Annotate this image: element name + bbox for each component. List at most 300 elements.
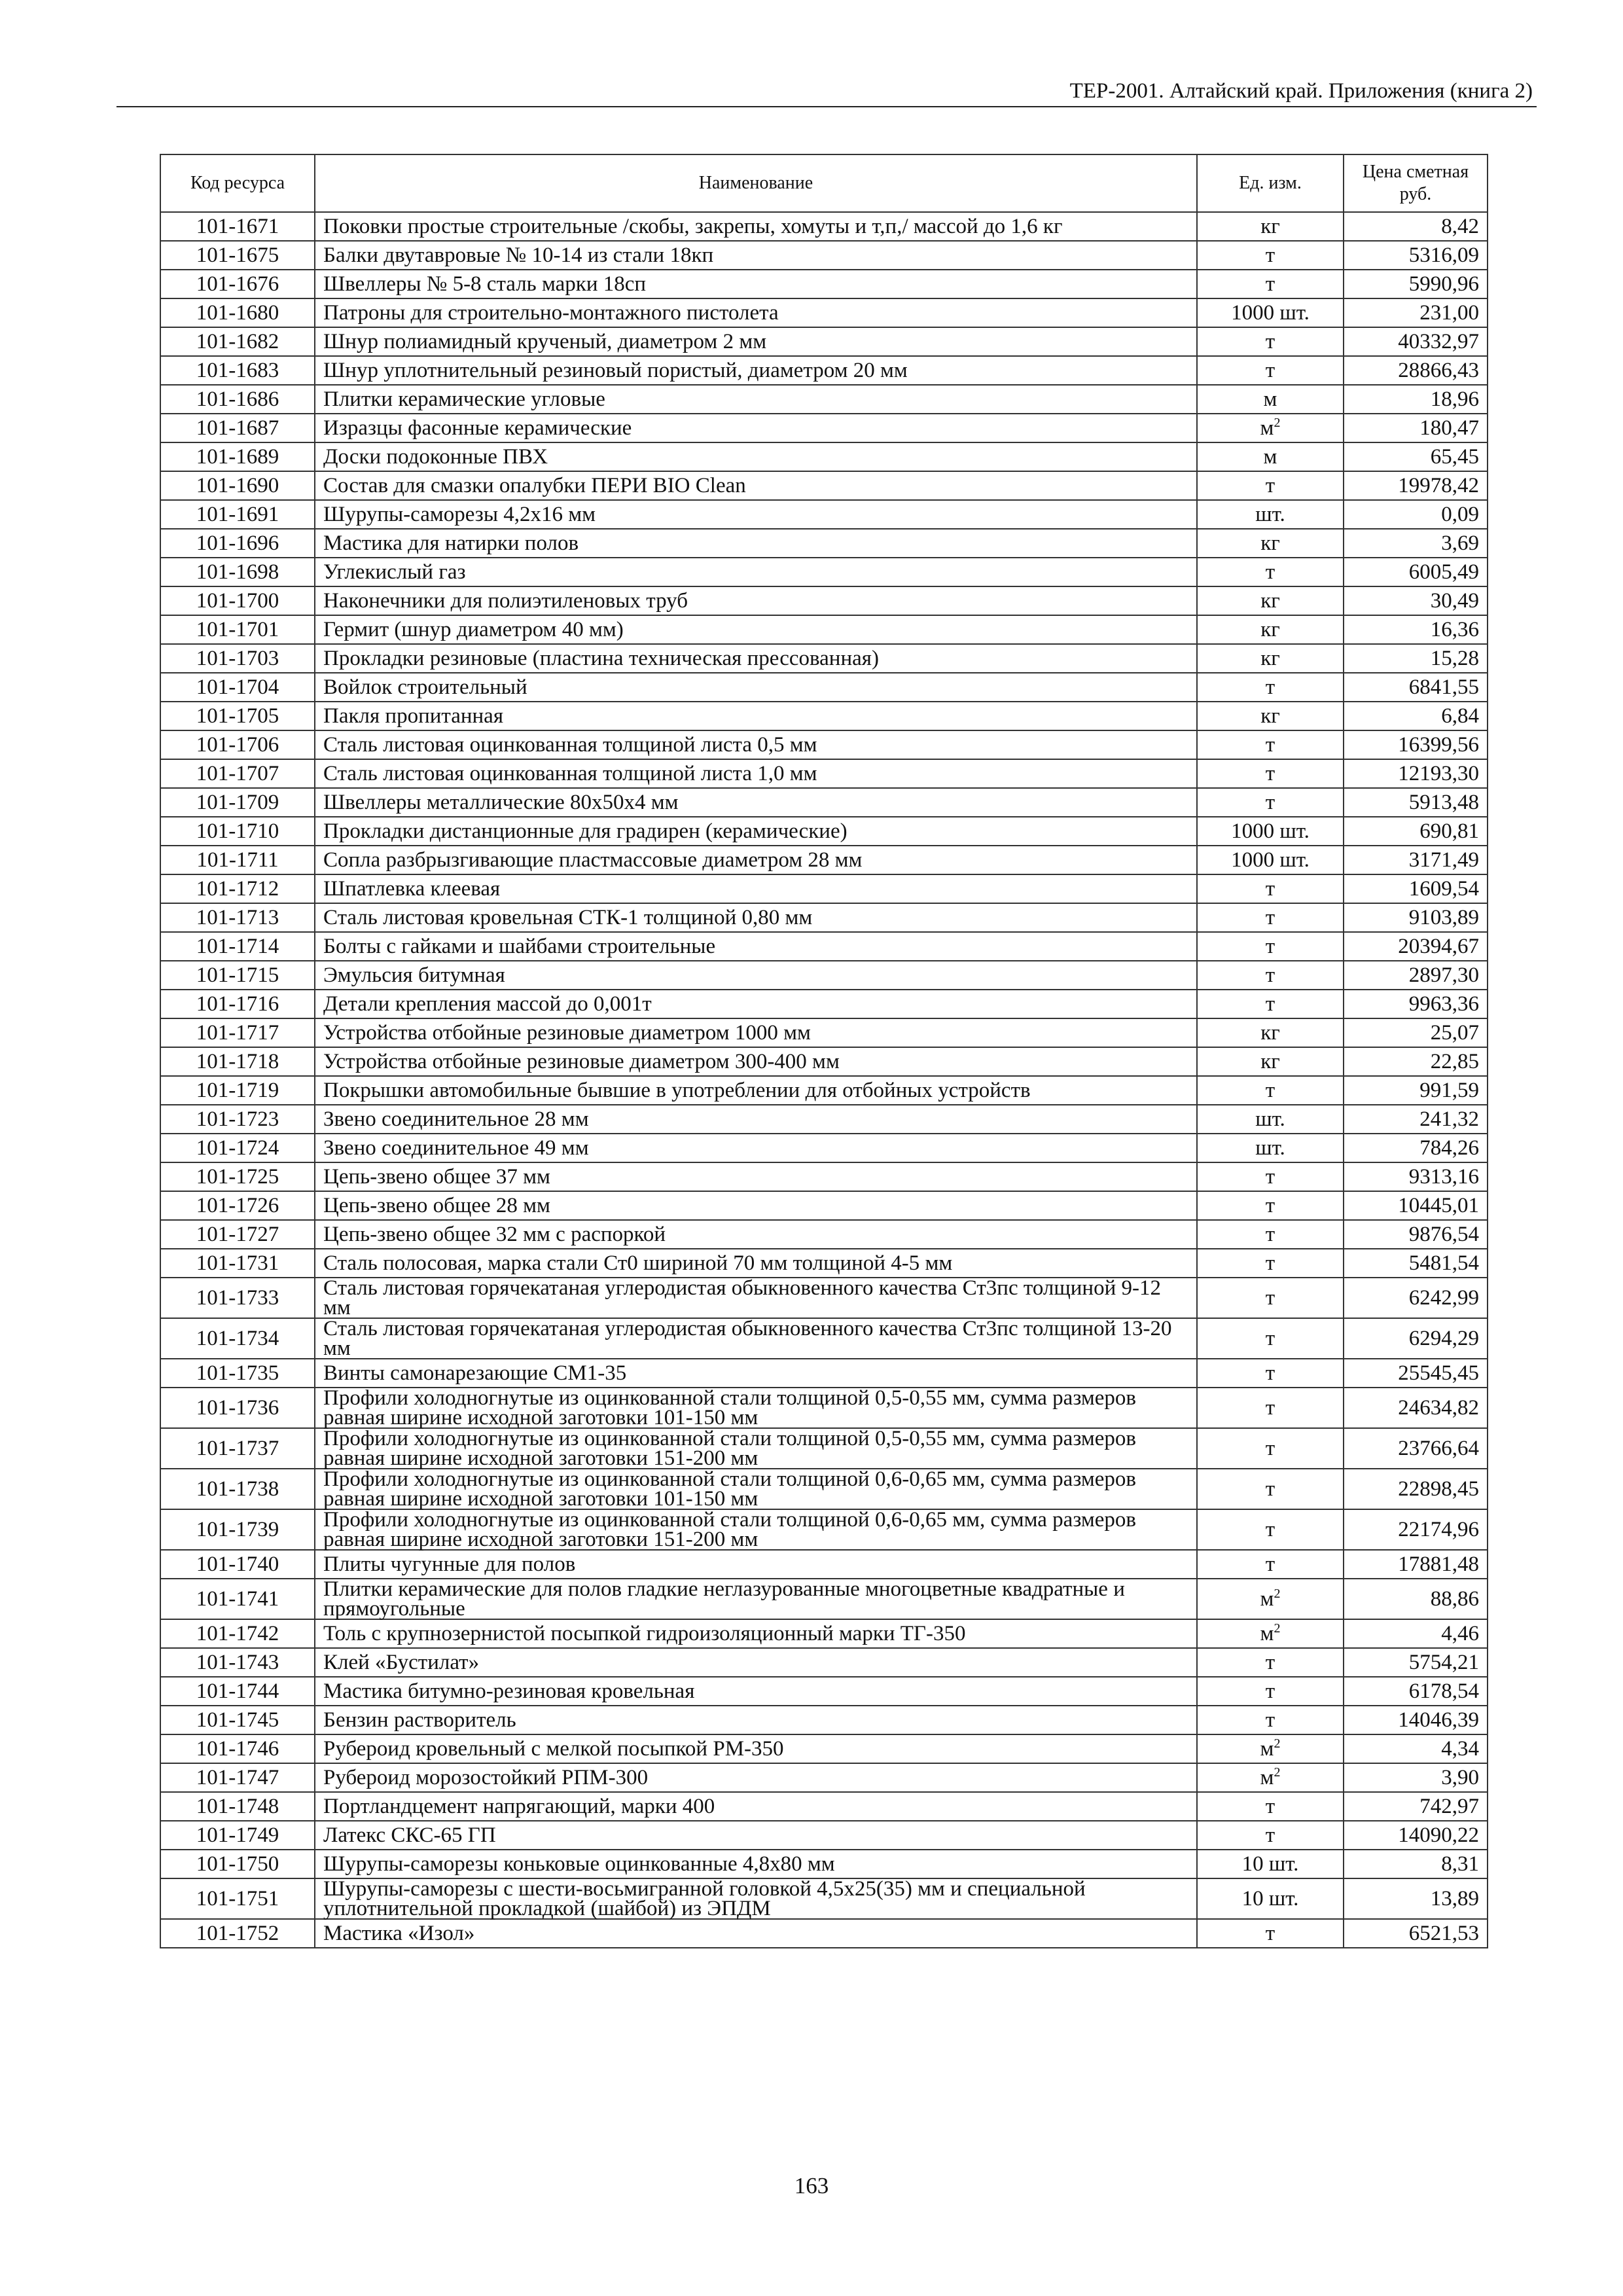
resource-code-text: 101-1740 <box>196 1552 279 1576</box>
resource-code-cell <box>160 1191 315 1220</box>
price-text: 0,09 <box>1441 503 1479 526</box>
table-row <box>160 673 1488 702</box>
price-text: 23766,64 <box>1398 1437 1479 1460</box>
price-cell <box>1344 730 1488 759</box>
price-cell <box>1344 759 1488 788</box>
resource-code-cell <box>160 442 315 471</box>
resource-name-cell <box>315 1249 1197 1278</box>
unit-cell <box>1197 874 1344 903</box>
unit-text: кг <box>1260 618 1280 641</box>
resource-code-text: 101-1691 <box>196 503 279 526</box>
price-cell <box>1344 1763 1488 1792</box>
table-row <box>160 874 1488 903</box>
unit-cell <box>1197 327 1344 356</box>
unit-text: м <box>1260 1587 1274 1611</box>
table-row <box>160 730 1488 759</box>
resource-code-cell <box>160 1318 315 1359</box>
table-row <box>160 1677 1488 1706</box>
price-cell <box>1344 529 1488 558</box>
table-row <box>160 1648 1488 1677</box>
unit-cell <box>1197 500 1344 529</box>
price-text: 5754,21 <box>1408 1651 1479 1674</box>
price-cell <box>1344 385 1488 414</box>
price-text: 5913,48 <box>1408 791 1479 814</box>
resource-name-text: Профили холодногнутые из оцинкованной стали толщиной 0,5-0,55 мм, сумма размеров равная ширине исходной заготовки 151-200 мм <box>323 1427 1137 1470</box>
unit-text: т <box>1265 675 1275 699</box>
resource-name-text: Звено соединительное 49 мм <box>323 1136 589 1160</box>
resource-name-cell <box>315 1388 1197 1428</box>
resource-name-cell <box>315 730 1197 759</box>
price-cell <box>1344 1388 1488 1428</box>
resource-code-text: 101-1690 <box>196 474 279 497</box>
unit-text: т <box>1265 272 1275 296</box>
price-cell <box>1344 1278 1488 1318</box>
price-cell <box>1344 1359 1488 1388</box>
column-header-price: Цена сметная руб. <box>1344 154 1488 212</box>
unit-text: 1000 шт. <box>1231 819 1310 843</box>
unit-cell <box>1197 1734 1344 1763</box>
resource-code-text: 101-1737 <box>196 1437 279 1460</box>
table-row <box>160 644 1488 673</box>
price-text: 5481,54 <box>1408 1251 1479 1275</box>
price-text: 742,97 <box>1419 1795 1479 1818</box>
page-number: 163 <box>794 2173 829 2198</box>
price-text: 24634,82 <box>1398 1396 1479 1420</box>
unit-text: т <box>1265 1079 1275 1102</box>
resource-name-cell <box>315 414 1197 442</box>
unit-text: т <box>1265 1286 1275 1310</box>
resource-code-cell <box>160 1220 315 1249</box>
resource-code-text: 101-1707 <box>196 762 279 785</box>
unit-cell <box>1197 1469 1344 1509</box>
resource-code-cell <box>160 1018 315 1047</box>
price-cell <box>1344 1249 1488 1278</box>
resource-code-text: 101-1680 <box>196 301 279 325</box>
table-row <box>160 1220 1488 1249</box>
resource-code-text: 101-1743 <box>196 1651 279 1674</box>
price-text: 991,59 <box>1419 1079 1479 1102</box>
resource-name-text: Профили холодногнутые из оцинкованной стали толщиной 0,6-0,65 мм, сумма размеров равная ширине исходной заготовки 101-150 мм <box>323 1467 1137 1511</box>
resource-name-cell <box>315 558 1197 586</box>
price-cell <box>1344 961 1488 990</box>
column-header-code: Код ресурса <box>160 154 315 212</box>
price-text: 9963,36 <box>1408 992 1479 1016</box>
price-cell <box>1344 327 1488 356</box>
resource-code-cell <box>160 586 315 615</box>
resource-name-cell <box>315 759 1197 788</box>
price-cell <box>1344 1469 1488 1509</box>
resource-code-text: 101-1675 <box>196 243 279 267</box>
unit-cell <box>1197 212 1344 241</box>
resource-code-text: 101-1747 <box>196 1766 279 1789</box>
price-cell <box>1344 1821 1488 1850</box>
price-text: 25,07 <box>1430 1021 1479 1045</box>
unit-cell <box>1197 644 1344 673</box>
resource-name-cell <box>315 586 1197 615</box>
resource-code-cell <box>160 471 315 500</box>
price-cell <box>1344 298 1488 327</box>
resource-name-cell <box>315 702 1197 730</box>
resource-code-cell <box>160 270 315 298</box>
unit-text: т <box>1265 474 1275 497</box>
resource-code-text: 101-1741 <box>196 1587 279 1611</box>
resource-name-text: Наконечники для полиэтиленовых труб <box>323 589 688 613</box>
unit-cell <box>1197 270 1344 298</box>
resource-code-text: 101-1676 <box>196 272 279 296</box>
resource-code-text: 101-1715 <box>196 963 279 987</box>
price-cell <box>1344 874 1488 903</box>
table-row <box>160 471 1488 500</box>
resource-code-text: 101-1716 <box>196 992 279 1016</box>
resource-code-text: 101-1724 <box>196 1136 279 1160</box>
resource-code-text: 101-1712 <box>196 877 279 901</box>
table-row <box>160 903 1488 932</box>
price-text: 17881,48 <box>1398 1552 1479 1576</box>
resource-code-text: 101-1736 <box>196 1396 279 1420</box>
resource-code-cell <box>160 558 315 586</box>
resource-code-cell <box>160 414 315 442</box>
table-row <box>160 1428 1488 1469</box>
resource-code-cell <box>160 1388 315 1428</box>
unit-text: т <box>1265 1708 1275 1732</box>
price-text: 6178,54 <box>1408 1679 1479 1703</box>
resource-code-cell <box>160 1105 315 1134</box>
resource-name-cell <box>315 615 1197 644</box>
price-cell <box>1344 1919 1488 1948</box>
unit-text: м <box>1260 1622 1274 1645</box>
resource-name-cell <box>315 442 1197 471</box>
table-row <box>160 961 1488 990</box>
price-text: 9313,16 <box>1408 1165 1479 1189</box>
price-cell <box>1344 673 1488 702</box>
unit-cell <box>1197 471 1344 500</box>
resource-name-text: Цепь-звено общее 28 мм <box>323 1194 550 1217</box>
resource-name-cell <box>315 1509 1197 1550</box>
unit-text: шт. <box>1255 1107 1285 1131</box>
price-text: 22,85 <box>1430 1050 1479 1073</box>
price-text: 25545,45 <box>1398 1361 1479 1385</box>
unit-text: т <box>1265 1477 1275 1501</box>
unit-text: м <box>1263 387 1277 411</box>
price-cell <box>1344 586 1488 615</box>
resource-name-text: Рубероид кровельный с мелкой посыпкой РМ-350 <box>323 1737 784 1761</box>
unit-cell <box>1197 759 1344 788</box>
price-cell <box>1344 1191 1488 1220</box>
price-text: 2897,30 <box>1408 963 1479 987</box>
unit-cell <box>1197 1878 1344 1919</box>
unit-text: т <box>1265 1922 1275 1945</box>
table-row <box>160 1792 1488 1821</box>
resource-code-text: 101-1742 <box>196 1622 279 1645</box>
resource-code-cell <box>160 1249 315 1278</box>
table-row <box>160 817 1488 846</box>
table-row <box>160 558 1488 586</box>
resource-code-text: 101-1726 <box>196 1194 279 1217</box>
price-cell <box>1344 788 1488 817</box>
resource-name-text: Бензин растворитель <box>323 1708 516 1732</box>
resource-name-cell <box>315 471 1197 500</box>
resource-code-cell <box>160 1162 315 1191</box>
price-text: 3171,49 <box>1408 848 1479 872</box>
resource-code-text: 101-1749 <box>196 1823 279 1847</box>
price-cell <box>1344 702 1488 730</box>
resource-name-text: Войлок строительный <box>323 675 527 699</box>
price-text: 6242,99 <box>1408 1286 1479 1310</box>
resource-code-text: 101-1748 <box>196 1795 279 1818</box>
table-row <box>160 241 1488 270</box>
table-row <box>160 1359 1488 1388</box>
table-row <box>160 1878 1488 1919</box>
price-cell <box>1344 442 1488 471</box>
resource-code-text: 101-1752 <box>196 1922 279 1945</box>
unit-cell <box>1197 730 1344 759</box>
price-text: 3,69 <box>1441 531 1479 555</box>
resource-name-cell <box>315 788 1197 817</box>
resource-code-cell <box>160 1550 315 1579</box>
resource-name-text: Сталь полосовая, марка стали Ст0 шириной 70 мм толщиной 4-5 мм <box>323 1251 953 1275</box>
resource-code-cell <box>160 730 315 759</box>
unit-cell <box>1197 615 1344 644</box>
price-cell <box>1344 846 1488 874</box>
resource-code-cell <box>160 759 315 788</box>
resource-name-cell <box>315 1677 1197 1706</box>
resource-code-cell <box>160 1919 315 1948</box>
unit-text: т <box>1265 963 1275 987</box>
resource-name-text: Сталь листовая оцинкованная толщиной листа 0,5 мм <box>323 733 817 757</box>
unit-text: т <box>1265 1396 1275 1420</box>
price-text: 16399,56 <box>1398 733 1479 757</box>
price-cell <box>1344 1047 1488 1076</box>
unit-cell <box>1197 1134 1344 1162</box>
resource-name-text: Профили холодногнутые из оцинкованной стали толщиной 0,5-0,55 мм, сумма размеров равная ширине исходной заготовки 101-150 мм <box>323 1386 1137 1429</box>
unit-text: кг <box>1260 1050 1280 1073</box>
resource-name-cell <box>315 1191 1197 1220</box>
resource-code-cell <box>160 1763 315 1792</box>
price-text: 8,31 <box>1441 1852 1479 1876</box>
resource-code-text: 101-1704 <box>196 675 279 699</box>
resource-name-cell <box>315 1105 1197 1134</box>
resource-name-cell <box>315 1706 1197 1734</box>
resource-code-cell <box>160 1134 315 1162</box>
resource-code-text: 101-1687 <box>196 416 279 440</box>
resource-name-text: Сталь листовая кровельная СТК-1 толщиной 0,80 мм <box>323 906 813 929</box>
resource-code-text: 101-1717 <box>196 1021 279 1045</box>
unit-cell <box>1197 788 1344 817</box>
resource-name-cell <box>315 990 1197 1018</box>
resource-name-text: Толь с крупнозернистой посыпкой гидроизоляционный марки ТГ-350 <box>323 1622 966 1645</box>
resource-code-text: 101-1682 <box>196 330 279 353</box>
resource-code-cell <box>160 702 315 730</box>
unit-text: 1000 шт. <box>1231 301 1310 325</box>
resource-name-cell <box>315 356 1197 385</box>
resource-name-cell <box>315 1162 1197 1191</box>
table-row <box>160 1162 1488 1191</box>
unit-text: м <box>1260 416 1274 440</box>
price-cell <box>1344 644 1488 673</box>
resource-code-text: 101-1671 <box>196 215 279 238</box>
unit-cell <box>1197 1850 1344 1878</box>
resource-name-text: Цепь-звено общее 37 мм <box>323 1165 550 1189</box>
price-text: 241,32 <box>1419 1107 1479 1131</box>
resource-name-cell <box>315 1076 1197 1105</box>
unit-cell <box>1197 1105 1344 1134</box>
unit-cell <box>1197 586 1344 615</box>
unit-superscript: 2 <box>1274 1621 1281 1636</box>
unit-text: т <box>1265 935 1275 958</box>
unit-cell <box>1197 1509 1344 1550</box>
resource-name-text: Мастика для натирки полов <box>323 531 579 555</box>
resource-code-text: 101-1725 <box>196 1165 279 1189</box>
table-row <box>160 1047 1488 1076</box>
price-cell <box>1344 270 1488 298</box>
resource-name-text: Патроны для строительно-монтажного пистолета <box>323 301 779 325</box>
unit-cell <box>1197 1619 1344 1648</box>
unit-cell <box>1197 1162 1344 1191</box>
resource-code-text: 101-1714 <box>196 935 279 958</box>
resource-code-cell <box>160 990 315 1018</box>
resource-name-text: Болты с гайками и шайбами строительные <box>323 935 716 958</box>
resource-name-cell <box>315 1919 1197 1948</box>
resource-name-text: Швеллеры металлические 80х50х4 мм <box>323 791 679 814</box>
resource-name-text: Устройства отбойные резиновые диаметром 1000 мм <box>323 1021 811 1045</box>
unit-text: т <box>1265 733 1275 757</box>
resource-code-text: 101-1723 <box>196 1107 279 1131</box>
resource-name-cell <box>315 1734 1197 1763</box>
unit-cell <box>1197 903 1344 932</box>
price-text: 88,86 <box>1430 1587 1479 1611</box>
resource-name-cell <box>315 644 1197 673</box>
resource-code-cell <box>160 1047 315 1076</box>
resource-name-text: Шнур уплотнительный резиновый пористый, диаметром 20 мм <box>323 359 908 382</box>
resource-code-text: 101-1751 <box>196 1887 279 1910</box>
resource-name-cell <box>315 500 1197 529</box>
unit-cell <box>1197 1318 1344 1359</box>
resource-code-text: 101-1696 <box>196 531 279 555</box>
resource-code-text: 101-1706 <box>196 733 279 757</box>
resource-code-cell <box>160 385 315 414</box>
price-text: 20394,67 <box>1398 935 1479 958</box>
table-row <box>160 1469 1488 1509</box>
resource-code-text: 101-1686 <box>196 387 279 411</box>
price-text: 690,81 <box>1419 819 1479 843</box>
resource-name-cell <box>315 1550 1197 1579</box>
resource-name-text: Шурупы-саморезы коньковые оцинкованные 4,8х80 мм <box>323 1852 835 1876</box>
resource-code-cell <box>160 500 315 529</box>
table-row <box>160 932 1488 961</box>
price-text: 4,34 <box>1441 1737 1479 1761</box>
resource-code-cell <box>160 1677 315 1706</box>
resource-code-text: 101-1683 <box>196 359 279 382</box>
resource-name-cell <box>315 1018 1197 1047</box>
resource-code-text: 101-1698 <box>196 560 279 584</box>
unit-text: 10 шт. <box>1241 1887 1299 1910</box>
resource-name-cell <box>315 1359 1197 1388</box>
price-cell <box>1344 1076 1488 1105</box>
unit-cell <box>1197 414 1344 442</box>
resource-name-cell <box>315 1134 1197 1162</box>
table-row <box>160 788 1488 817</box>
resource-code-cell <box>160 644 315 673</box>
unit-cell <box>1197 558 1344 586</box>
resource-name-text: Прокладки дистанционные для градирен (керамические) <box>323 819 847 843</box>
price-cell <box>1344 1428 1488 1469</box>
table-row <box>160 1509 1488 1550</box>
price-cell <box>1344 1579 1488 1619</box>
price-cell <box>1344 817 1488 846</box>
unit-text: 10 шт. <box>1241 1852 1299 1876</box>
price-text: 10445,01 <box>1398 1194 1479 1217</box>
resource-name-text: Мастика битумно-резиновая кровельная <box>323 1679 695 1703</box>
price-text: 4,46 <box>1441 1622 1479 1645</box>
unit-cell <box>1197 1249 1344 1278</box>
price-cell <box>1344 1706 1488 1734</box>
price-text: 16,36 <box>1430 618 1479 641</box>
table-body <box>160 212 1488 1948</box>
unit-superscript: 2 <box>1274 1587 1281 1601</box>
unit-cell <box>1197 1821 1344 1850</box>
table-row <box>160 327 1488 356</box>
price-cell <box>1344 356 1488 385</box>
resource-name-cell <box>315 212 1197 241</box>
unit-cell <box>1197 442 1344 471</box>
table-row <box>160 759 1488 788</box>
price-cell <box>1344 1734 1488 1763</box>
resource-code-cell <box>160 327 315 356</box>
resource-name-cell <box>315 1278 1197 1318</box>
resource-name-cell <box>315 1428 1197 1469</box>
unit-text: т <box>1265 1361 1275 1385</box>
unit-cell <box>1197 241 1344 270</box>
unit-text: т <box>1265 1437 1275 1460</box>
price-cell <box>1344 500 1488 529</box>
resource-name-cell <box>315 1318 1197 1359</box>
price-cell <box>1344 1677 1488 1706</box>
resource-name-cell <box>315 298 1197 327</box>
resource-code-cell <box>160 615 315 644</box>
resource-name-text: Цепь-звено общее 32 мм с распоркой <box>323 1223 666 1246</box>
price-text: 14090,22 <box>1398 1823 1479 1847</box>
table-row <box>160 1388 1488 1428</box>
unit-cell <box>1197 1706 1344 1734</box>
unit-cell <box>1197 1220 1344 1249</box>
price-text: 9103,89 <box>1408 906 1479 929</box>
resource-name-cell <box>315 874 1197 903</box>
resource-code-text: 101-1689 <box>196 445 279 469</box>
resource-name-text: Сталь листовая оцинкованная толщиной листа 1,0 мм <box>323 762 817 785</box>
price-text: 6,84 <box>1441 704 1479 728</box>
resource-name-cell <box>315 961 1197 990</box>
table-row <box>160 1579 1488 1619</box>
price-cell <box>1344 1619 1488 1648</box>
resource-code-cell <box>160 961 315 990</box>
resource-code-cell <box>160 1509 315 1550</box>
price-cell <box>1344 1105 1488 1134</box>
table-row <box>160 414 1488 442</box>
table-row <box>160 356 1488 385</box>
price-text: 180,47 <box>1419 416 1479 440</box>
price-text: 15,28 <box>1430 647 1479 670</box>
resource-name-text: Мастика «Изол» <box>323 1922 475 1945</box>
resource-code-cell <box>160 1821 315 1850</box>
unit-cell <box>1197 1359 1344 1388</box>
price-text: 30,49 <box>1430 589 1479 613</box>
resource-name-text: Балки двутавровые № 10-14 из стали 18кп <box>323 243 714 267</box>
resource-code-text: 101-1745 <box>196 1708 279 1732</box>
unit-text: кг <box>1260 215 1280 238</box>
unit-cell <box>1197 298 1344 327</box>
resource-name-cell <box>315 1763 1197 1792</box>
resource-name-text: Профили холодногнутые из оцинкованной стали толщиной 0,6-0,65 мм, сумма размеров равная ширине исходной заготовки 151-200 мм <box>323 1508 1137 1551</box>
